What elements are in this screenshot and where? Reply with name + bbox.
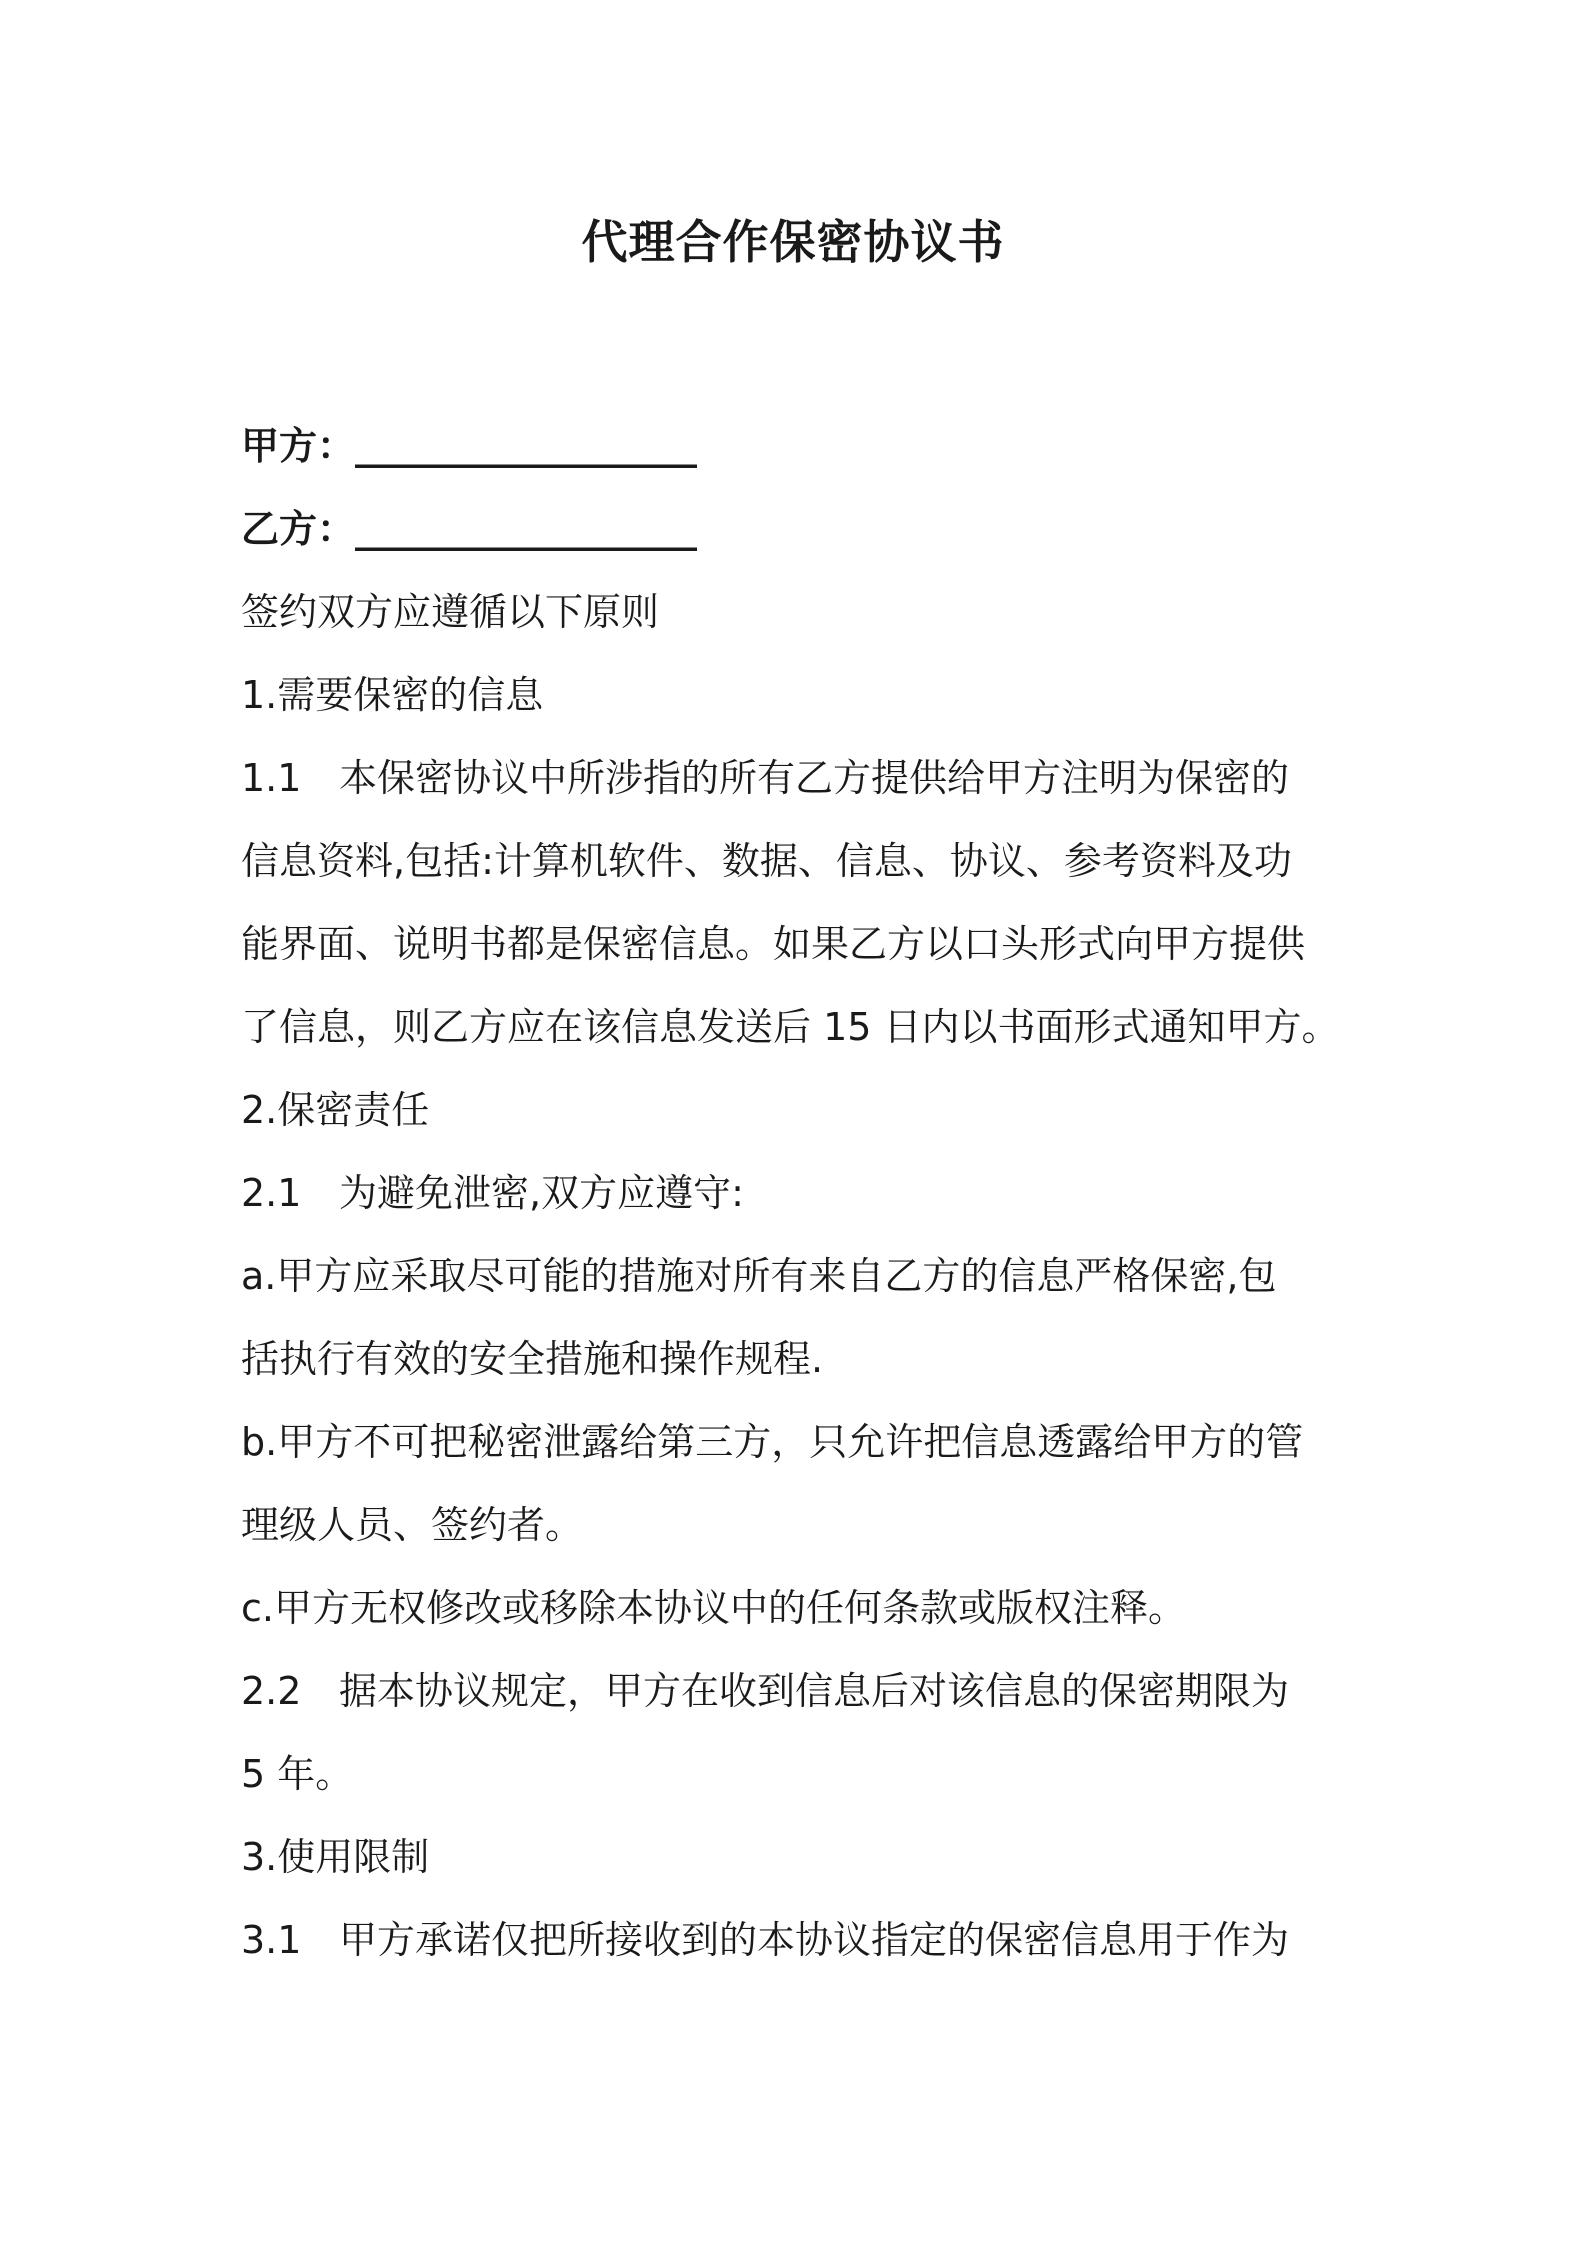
- paragraph-line: a.甲方应采取尽可能的措施对所有来自乙方的信息严格保密,包: [241, 1254, 1277, 1298]
- paragraph-line: 了信息，则乙方应在该信息发送后 15 日内以书面形式通知甲方。: [241, 1005, 1340, 1049]
- clause-2-1: [241, 1152, 1381, 1235]
- document-body: [241, 405, 1381, 1982]
- clause-number: 1.1: [241, 756, 302, 800]
- clause-2-2: [241, 1650, 1381, 1733]
- clause-text: 为避免泄密,双方应遵守:: [339, 1171, 744, 1215]
- clause-number: 3.1: [241, 1918, 302, 1962]
- paragraph-line: 括执行有效的安全措施和操作规程.: [241, 1337, 824, 1381]
- principles-intro: 签约双方应遵循以下原则: [241, 590, 660, 634]
- section-heading-1: 1.需要保密的信息: [241, 673, 544, 717]
- paragraph-line: c.甲方无权修改或移除本协议中的任何条款或版权注释。: [241, 1586, 1186, 1630]
- clause-3-1: [241, 1899, 1381, 1982]
- party-b-line: 乙方：__________________: [241, 507, 698, 551]
- paragraph-line: 能界面、说明书都是保密信息。如果乙方以口头形式向甲方提供: [241, 922, 1306, 966]
- clause-text: 本保密协议中所涉指的所有乙方提供给甲方注明为保密的: [339, 756, 1290, 800]
- paragraph-line: 理级人员、签约者。: [241, 1503, 584, 1547]
- paragraph-line: 信息资料,包括:计算机软件、数据、信息、协议、参考资料及功: [241, 839, 1292, 883]
- party-a-line: 甲方：__________________: [241, 424, 698, 468]
- paragraph-line: b.甲方不可把秘密泄露给第三方，只允许把信息透露给甲方的管: [241, 1420, 1304, 1464]
- clause-number: 2.2: [241, 1669, 302, 1713]
- section-heading-2: 2.保密责任: [241, 1088, 430, 1132]
- clause-number: 2.1: [241, 1171, 302, 1215]
- document-title: 代理合作保密协议书: [581, 215, 1005, 269]
- paragraph-line: 5 年。: [241, 1752, 354, 1796]
- clause-1-1: [241, 737, 1381, 820]
- section-heading-3: 3.使用限制: [241, 1835, 430, 1879]
- clause-text: 甲方承诺仅把所接收到的本协议指定的保密信息用于作为: [339, 1918, 1290, 1962]
- clause-text: 据本协议规定，甲方在收到信息后对该信息的保密期限为: [339, 1669, 1290, 1713]
